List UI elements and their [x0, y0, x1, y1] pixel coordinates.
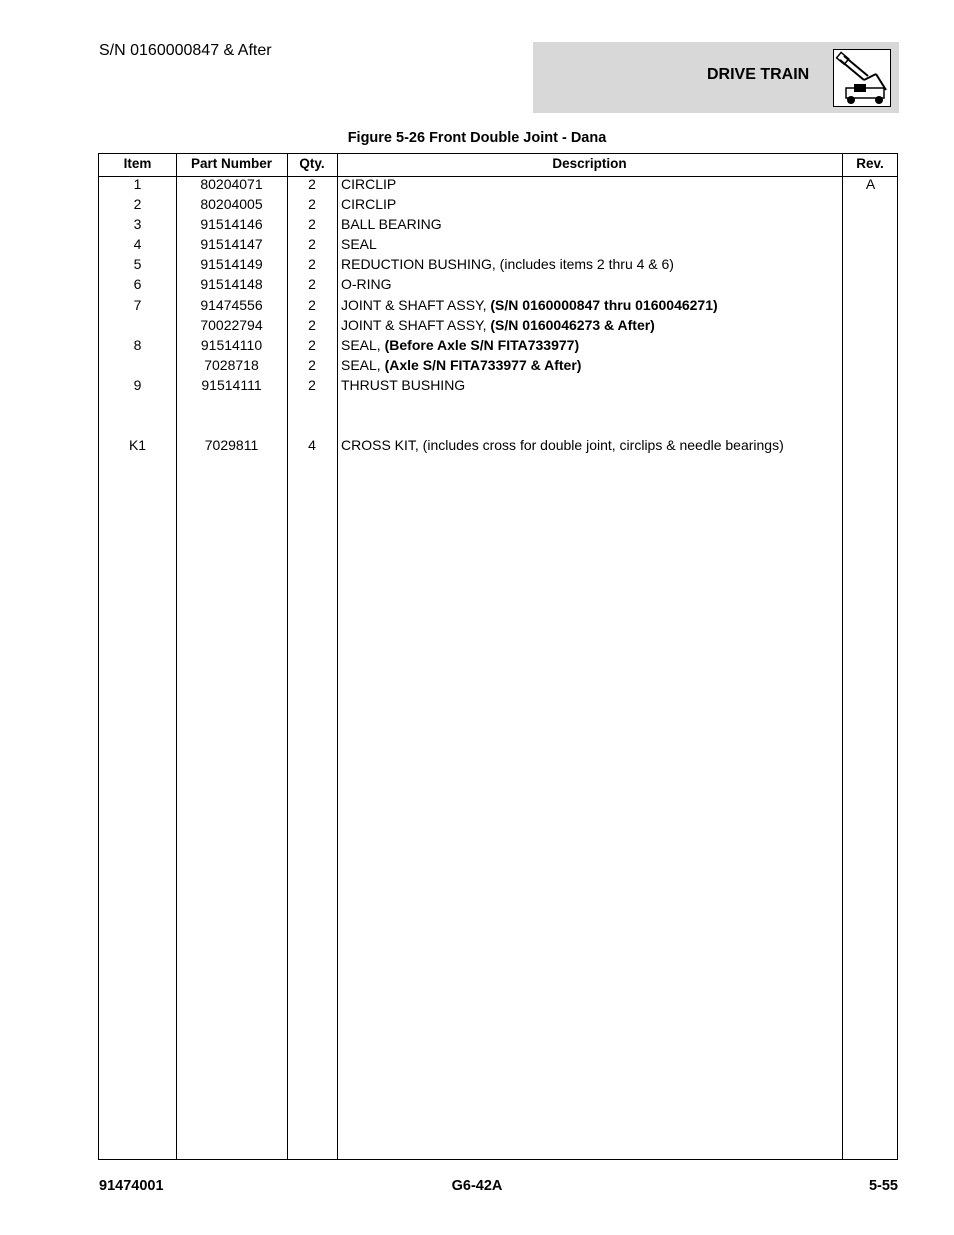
table-row: [99, 335, 897, 355]
description-note: (S/N 0160000847 thru 0160046271): [490, 297, 718, 313]
description-note: (Before Axle S/N FITA733977): [384, 337, 580, 353]
boom-lift-icon: [833, 49, 891, 107]
header-part-number: Part Number: [190, 156, 273, 171]
description-text: CIRCLIP: [341, 196, 397, 212]
header-rev: Rev.: [856, 156, 884, 171]
table-row: [99, 295, 897, 315]
description-cell: [341, 214, 841, 234]
header-description: Description: [552, 156, 627, 171]
table-row: [99, 254, 897, 274]
part-number-cell: 7029811: [204, 437, 259, 453]
item-cell: 5: [133, 256, 142, 272]
qty-cell: 2: [308, 176, 316, 192]
item-cell: 1: [133, 176, 142, 192]
rev-cell: [843, 435, 898, 455]
qty-cell: 2: [308, 256, 316, 272]
footer-page-number: 5-55: [868, 1178, 898, 1194]
part-number-cell: 7028718: [204, 357, 259, 373]
table-row: [99, 435, 897, 455]
qty-cell: 2: [308, 337, 316, 353]
item-cell: K1: [128, 437, 147, 453]
description-text: SEAL,: [341, 337, 385, 353]
table-row: [99, 214, 897, 234]
part-number-cell: 80204005: [200, 196, 263, 212]
description-cell: [341, 375, 841, 395]
table-row: [99, 315, 897, 335]
description-text: CIRCLIP: [341, 176, 397, 192]
footer-model: G6-42A: [451, 1178, 503, 1194]
part-number-cell: 91514111: [201, 377, 262, 393]
table-row: [99, 174, 897, 194]
part-number-cell: 91514110: [200, 337, 263, 353]
description-text: REDUCTION BUSHING, (includes items 2 thru 4 & 6): [341, 256, 674, 272]
description-text: JOINT & SHAFT ASSY,: [341, 317, 491, 333]
parts-table: [98, 153, 898, 1160]
rev-cell: [843, 194, 898, 214]
description-text: BALL BEARING: [341, 216, 442, 232]
description-cell: [341, 335, 841, 355]
part-number-cell: 91514148: [200, 276, 263, 292]
part-number-cell: 91514149: [200, 256, 263, 272]
qty-cell: 2: [308, 216, 316, 232]
item-cell: 2: [133, 196, 142, 212]
part-number-cell: 91474556: [200, 297, 263, 313]
part-number-cell: 91514147: [200, 236, 263, 252]
table-row: [99, 355, 897, 375]
qty-cell: 2: [308, 236, 316, 252]
rev-cell: [843, 254, 898, 274]
part-number-cell: 91514146: [200, 216, 263, 232]
description-cell: [341, 234, 841, 254]
header-qty: Qty.: [299, 156, 325, 171]
table-row: [99, 274, 897, 294]
item-cell: 7: [133, 297, 142, 313]
description-text: JOINT & SHAFT ASSY,: [341, 297, 491, 313]
rev-cell: [843, 375, 898, 395]
qty-cell: 2: [308, 357, 316, 373]
description-cell: [341, 435, 841, 455]
serial-range: S/N 0160000847 & After: [99, 42, 272, 59]
description-note: (S/N 0160046273 & After): [490, 317, 655, 333]
description-cell: [341, 254, 841, 274]
description-cell: [341, 355, 841, 375]
section-banner: [533, 42, 899, 113]
qty-cell: 2: [308, 297, 316, 313]
rev-cell: [843, 315, 898, 335]
item-cell: [99, 315, 176, 335]
description-cell: [341, 194, 841, 214]
table-row: [99, 194, 897, 214]
table-row: [99, 234, 897, 254]
qty-cell: 4: [308, 437, 316, 453]
qty-cell: 2: [308, 276, 316, 292]
rev-cell: [843, 234, 898, 254]
table-row: [99, 375, 897, 395]
item-cell: 9: [133, 377, 142, 393]
part-number-cell: 80204071: [200, 176, 263, 192]
qty-cell: 2: [308, 196, 316, 212]
item-cell: 3: [133, 216, 142, 232]
description-cell: [341, 174, 841, 194]
description-cell: [341, 295, 841, 315]
qty-cell: 2: [308, 377, 316, 393]
rev-cell: A: [865, 176, 876, 192]
description-cell: [341, 274, 841, 294]
description-note: (Axle S/N FITA733977 & After): [384, 357, 582, 373]
description-text: THRUST BUSHING: [341, 377, 466, 393]
rev-cell: [843, 295, 898, 315]
rev-cell: [843, 214, 898, 234]
section-title: DRIVE TRAIN: [707, 66, 810, 83]
item-cell: 6: [133, 276, 142, 292]
item-cell: [99, 355, 176, 375]
item-cell: 4: [133, 236, 142, 252]
description-text: CROSS KIT, (includes cross for double joint, circlips & needle bearings): [341, 437, 784, 453]
qty-cell: 2: [308, 317, 316, 333]
rev-cell: [843, 274, 898, 294]
description-text: SEAL: [341, 236, 377, 252]
figure-title: Figure 5-26 Front Double Joint - Dana: [347, 130, 607, 146]
item-cell: 8: [133, 337, 142, 353]
description-text: SEAL,: [341, 357, 385, 373]
description-cell: [341, 315, 841, 335]
header-item: Item: [123, 156, 152, 171]
description-text: O-RING: [341, 276, 392, 292]
part-number-cell: 70022794: [200, 317, 263, 333]
rev-cell: [843, 335, 898, 355]
rev-cell: [843, 355, 898, 375]
footer-manual-number: 91474001: [99, 1178, 164, 1194]
